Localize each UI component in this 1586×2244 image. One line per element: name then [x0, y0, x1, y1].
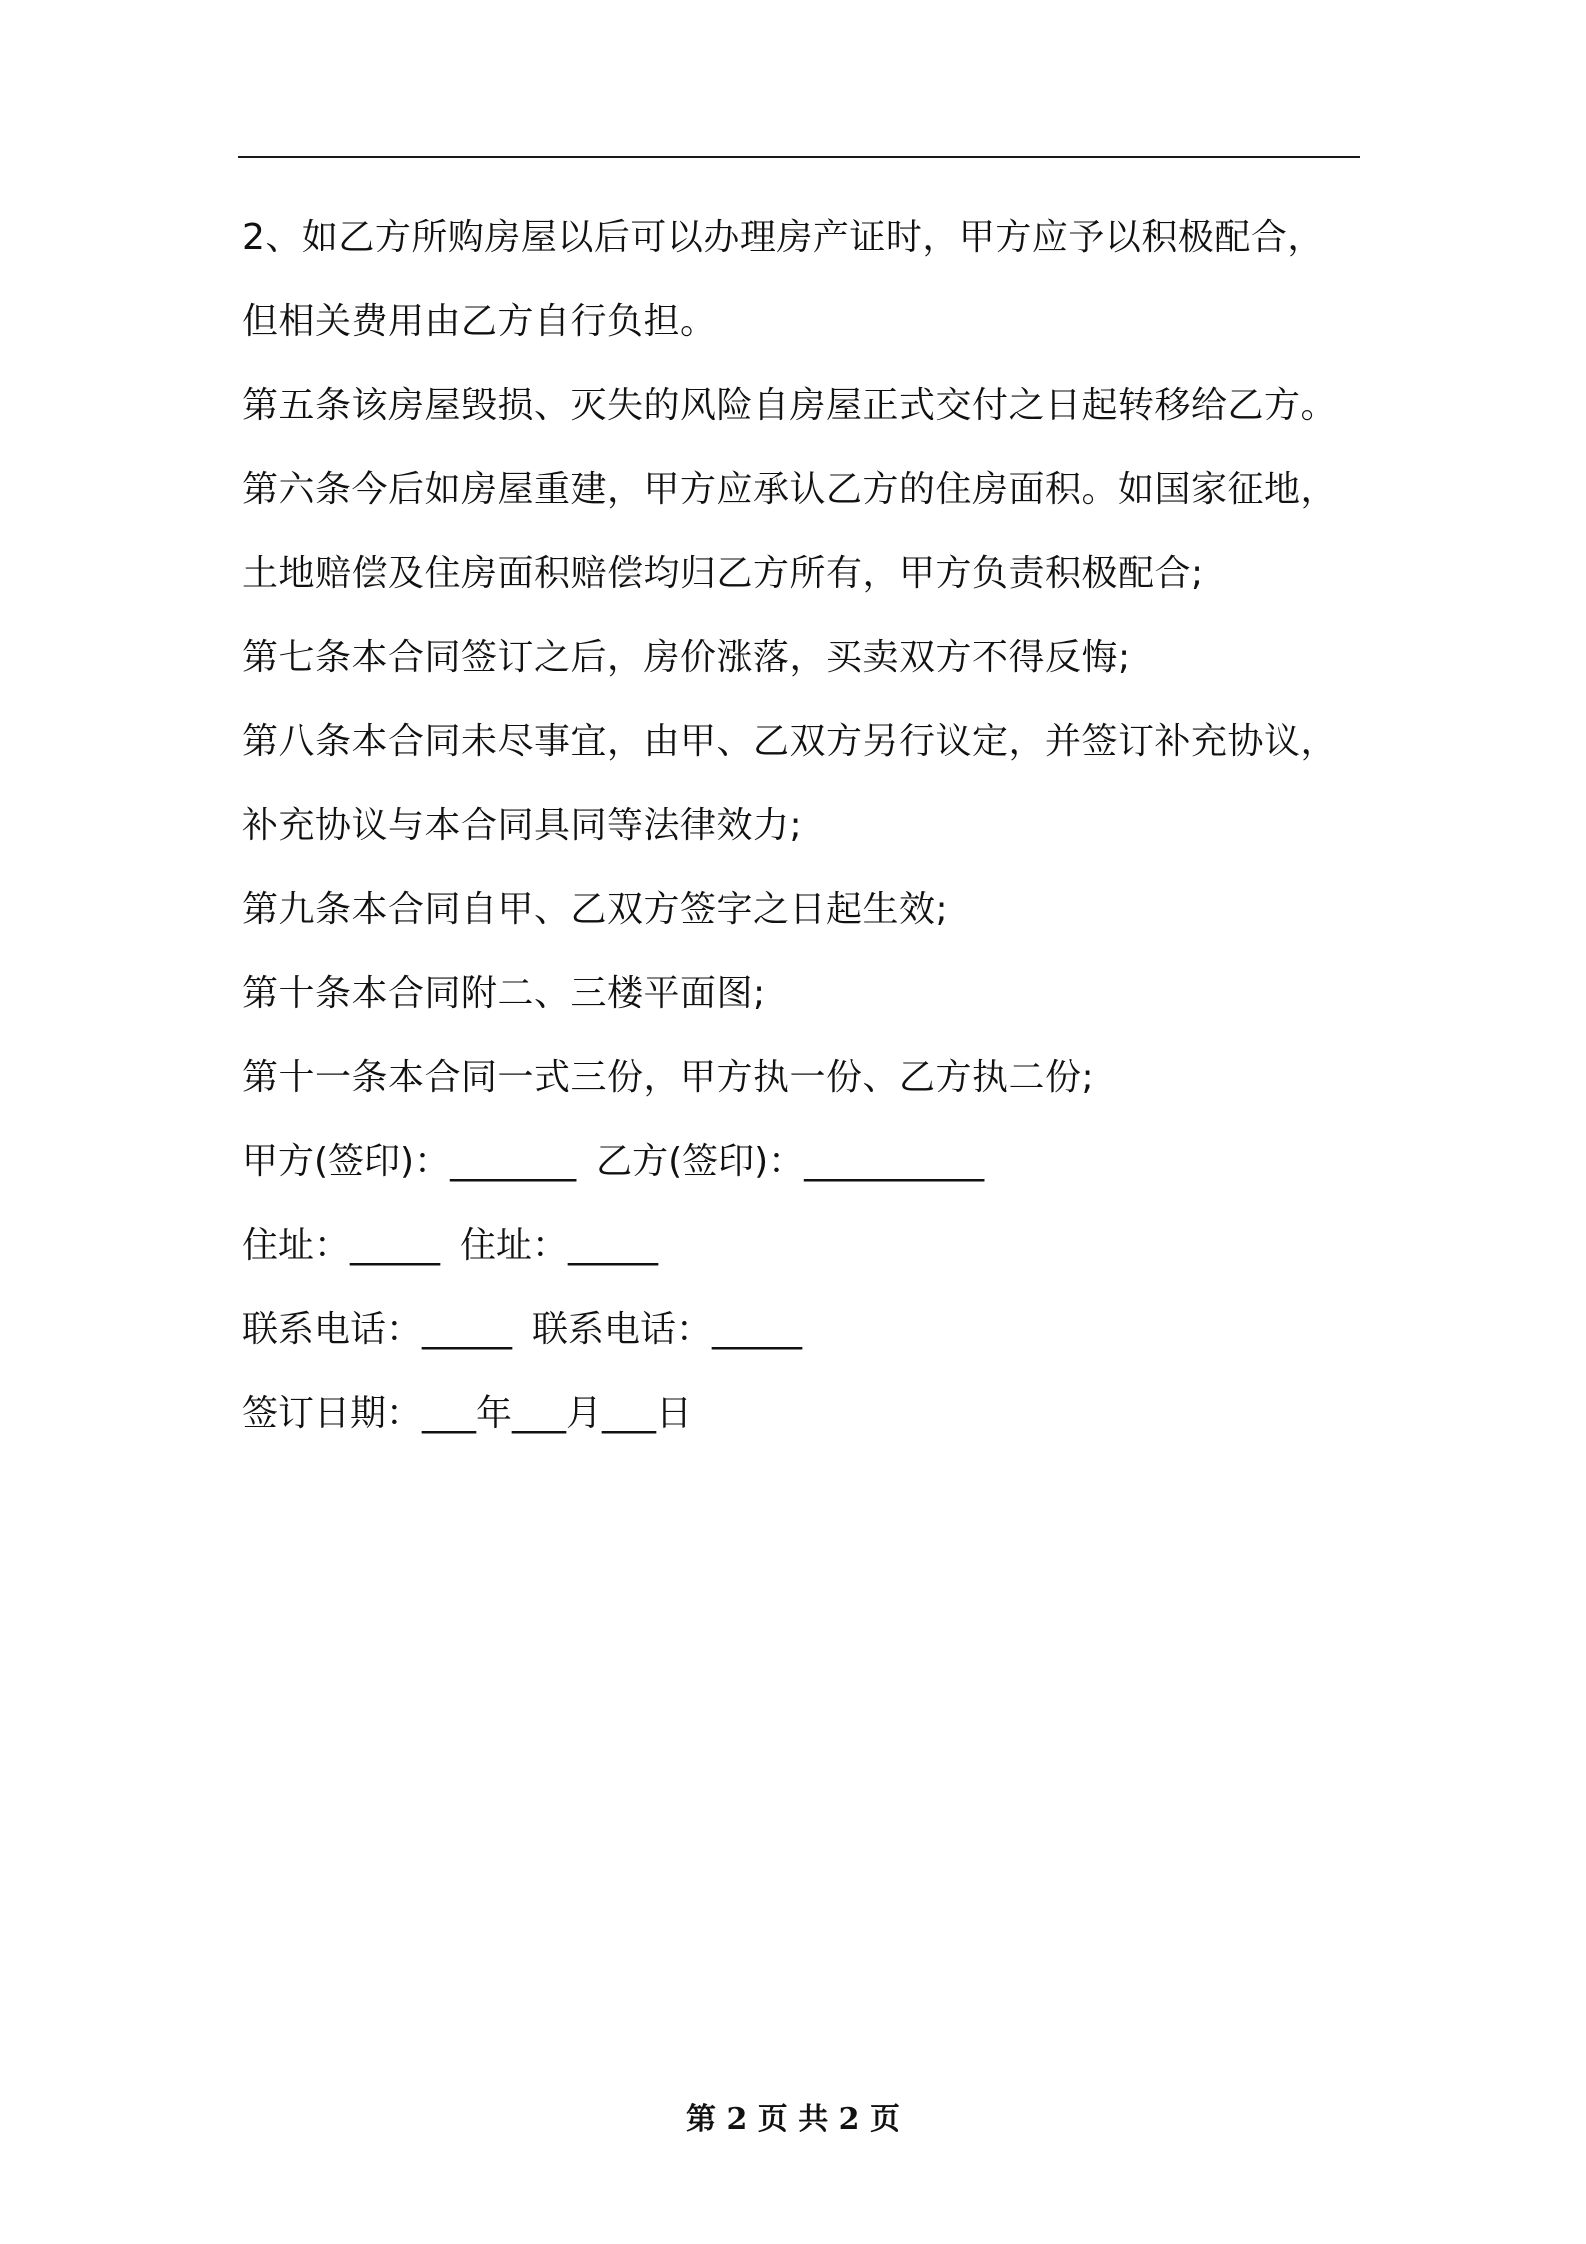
body-line: 第七条本合同签订之后，房价涨落，买卖双方不得反悔;: [242, 637, 1131, 678]
body-line: 补充协议与本合同具同等法律效力;: [242, 805, 803, 846]
party-a-signature: 甲方(签印)：_______: [242, 1141, 577, 1182]
date-row: [242, 1372, 1372, 1456]
contract-body: [242, 196, 1372, 1120]
body-line: 2、如乙方所购房屋以后可以办理房产证时，甲方应予以积极配合，: [242, 217, 1324, 258]
page-number: 第 2 页 共 2 页: [686, 2102, 900, 2137]
body-line: 第八条本合同未尽事宜，由甲、乙双方另行议定，并签订补充协议，: [242, 721, 1338, 762]
party-b-phone: 联系电话：_____: [532, 1309, 803, 1350]
party-a-phone: 联系电话：_____: [242, 1309, 513, 1350]
party-b-address: 住址：_____: [460, 1225, 659, 1266]
sign-date: 签订日期：___年___月___日: [242, 1393, 693, 1434]
party-b-signature: 乙方(签印)：__________: [596, 1141, 985, 1182]
body-line: 第十一条本合同一式三份，甲方执一份、乙方执二份;: [242, 1057, 1095, 1098]
body-line: 第十条本合同附二、三楼平面图;: [242, 973, 766, 1014]
signature-block: [242, 1120, 1372, 1456]
header-rule: [238, 156, 1360, 158]
signature-row: [242, 1120, 1372, 1204]
body-line: 土地赔偿及住房面积赔偿均归乙方所有，甲方负责积极配合;: [242, 553, 1204, 594]
party-a-address: 住址：_____: [242, 1225, 441, 1266]
body-line: 但相关费用由乙方自行负担。: [242, 301, 717, 342]
body-line: 第五条该房屋毁损、灭失的风险自房屋正式交付之日起转移给乙方。: [242, 385, 1338, 426]
body-line: 第六条今后如房屋重建，甲方应承认乙方的住房面积。如国家征地，: [242, 469, 1338, 510]
address-row: [242, 1204, 1372, 1288]
body-line: 第九条本合同自甲、乙双方签字之日起生效;: [242, 889, 949, 930]
phone-row: [242, 1288, 1372, 1372]
